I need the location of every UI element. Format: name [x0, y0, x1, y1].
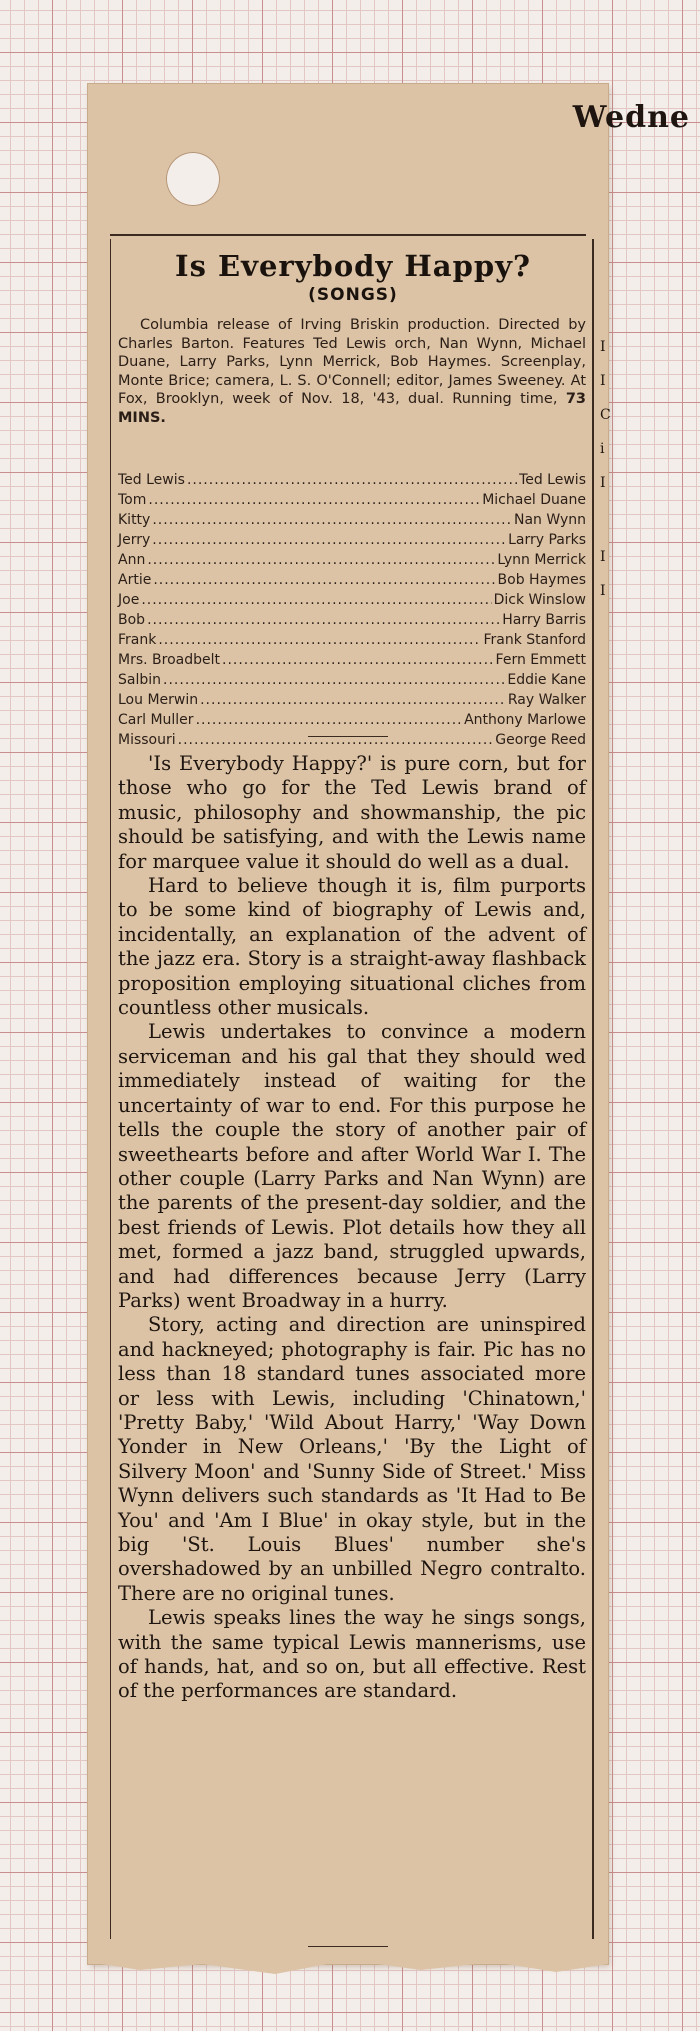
running-time: 73 MINS.: [118, 391, 586, 426]
cast-row: [118, 710, 586, 730]
column-rule-left: [110, 239, 111, 1939]
top-rule: [110, 234, 586, 236]
cast-row: [118, 550, 586, 570]
cast-actor: Anthony Marlowe: [464, 712, 586, 728]
cast-row: [118, 470, 586, 490]
leader-dots: [153, 570, 495, 590]
torn-edge: [88, 1956, 608, 1976]
end-rule: [308, 1946, 388, 1947]
leader-dots: [196, 710, 463, 730]
cast-role: Jerry: [118, 532, 151, 548]
cast-actor: Eddie Kane: [507, 672, 586, 688]
cast-actor: Michael Duane: [482, 492, 586, 508]
leader-dots: [148, 490, 480, 510]
margin-fragment: I: [600, 373, 606, 389]
review-body: [118, 752, 586, 1704]
cast-role: Frank: [118, 632, 157, 648]
cast-role: Missouri: [118, 732, 176, 748]
production-credits: [118, 316, 586, 427]
cast-role: Salbin: [118, 672, 162, 688]
cast-row: [118, 630, 586, 650]
cast-row: [118, 690, 586, 710]
section-divider: [308, 736, 388, 737]
review-paragraph: Lewis undertakes to convince a modern serviceman and his gal that they should wed immediately instead of waiting for the uncertainty of war to end. For this purpose he tells the couple the story of another pair of sweethearts before and after World War I. The other couple (Larry Parks and Nan Wynn) are the parents of the present-day soldier, and the best friends of Lewis. Plot details how they all met, formed a jazz band, struggled upwards, and had differences because Jerry (Larry Parks) went Broadway in a hurry.: [118, 1020, 586, 1312]
review-paragraph: Story, acting and direction are uninspired and hackneyed; photography is fair. Pic has no less than 18 standard tunes associated more or less with Lewis, including 'Chinatown,' 'Pretty Baby,' 'Wild About Harry,' 'Way Down Yonder in New Orleans,' 'By the Light of Silvery Moon' and 'Sunny Side of Street.' Miss Wynn delivers such standards as 'It Had to Be You' and 'Am I Blue' in okay style, but in the big 'St. Louis Blues' number she's overshadowed by an unbilled Negro contralto. There are no original tunes.: [118, 1313, 586, 1605]
leader-dots: [147, 550, 495, 570]
review-column: [88, 84, 611, 1964]
cast-actor: Ray Walker: [507, 692, 586, 708]
review-paragraph: Hard to believe though it is, film purports to be some kind of biography of Lewis and, incidentally, an explanation of the advent of the jazz era. Story is a straight-away flashback proposition employing situational cliches from countless other musicals.: [118, 874, 586, 1020]
cast-actor: George Reed: [495, 732, 586, 748]
leader-dots: [178, 730, 494, 750]
cast-actor: Nan Wynn: [513, 512, 586, 528]
margin-fragment: I: [600, 549, 606, 565]
review-title: Is Everybody Happy?: [175, 249, 531, 283]
cast-actor: Harry Barris: [502, 612, 586, 628]
cast-role: Ann: [118, 552, 146, 568]
cast-actor: Fern Emmett: [495, 652, 586, 668]
genre-label: (SONGS): [308, 285, 398, 305]
cast-actor: Dick Winslow: [493, 592, 586, 608]
review-heading: [118, 249, 588, 305]
leader-dots: [147, 610, 500, 630]
leader-dots: [163, 670, 505, 690]
leader-dots: [158, 630, 481, 650]
cast-role: Ted Lewis: [118, 472, 185, 488]
cast-role: Bob: [118, 612, 146, 628]
leader-dots: [152, 530, 506, 550]
cast-row: [118, 490, 586, 510]
leader-dots: [141, 590, 491, 610]
margin-fragment: I: [600, 339, 606, 355]
credits-text: Columbia release of Irving Briskin production. Directed by Charles Barton. Features Ted Lewis orch, Nan Wynn, Michael Duane, Larry Parks, Lynn Merrick, Bob Haymes. Screenplay, Monte Brice; camera, L. S. O'Connell; editor, James Sweeney. At Fox, Brooklyn, week of Nov. 18, '43, dual. Running time,: [118, 317, 586, 407]
cast-actor: Ted Lewis: [519, 472, 586, 488]
cast-row: [118, 530, 586, 550]
cast-role: Kitty: [118, 512, 151, 528]
cast-row: [118, 730, 586, 750]
column-rule-right: [592, 239, 594, 1939]
margin-fragment: C: [600, 407, 611, 423]
review-paragraph: 'Is Everybody Happy?' is pure corn, but for those who go for the Ted Lewis brand of music, philosophy and showmanship, the pic should be satisfying, and with the Lewis name for marquee value it should do well as a dual.: [118, 752, 586, 873]
leader-dots: [222, 650, 494, 670]
cast-row: [118, 570, 586, 590]
cast-role: Lou Merwin: [118, 692, 199, 708]
cast-row: [118, 610, 586, 630]
cast-actor: Larry Parks: [508, 532, 586, 548]
masthead-fragment: Wedne: [572, 100, 690, 135]
leader-dots: [187, 470, 517, 490]
cast-actor: Lynn Merrick: [497, 552, 586, 568]
review-paragraph: Lewis speaks lines the way he sings songs, with the same typical Lewis mannerisms, use of hands, hat, and so on, but all effective. Rest of the performances are standard.: [118, 1606, 586, 1703]
cast-role: Joe: [118, 592, 140, 608]
leader-dots: [152, 510, 512, 530]
margin-fragment: i: [600, 441, 605, 457]
cast-actor: Frank Stanford: [483, 632, 586, 648]
cast-role: Tom: [118, 492, 147, 508]
cast-row: [118, 670, 586, 690]
cast-role: Carl Muller: [118, 712, 194, 728]
cast-actor: Bob Haymes: [497, 572, 586, 588]
cast-row: [118, 650, 586, 670]
margin-fragment: I: [600, 475, 606, 491]
cast-list: [118, 470, 586, 750]
cast-role: Artie: [118, 572, 152, 588]
cast-row: [118, 590, 586, 610]
margin-fragment: I: [600, 583, 606, 599]
cast-role: Mrs. Broadbelt: [118, 652, 220, 668]
adjacent-column-fragments: [600, 254, 612, 608]
cast-row: [118, 510, 586, 530]
leader-dots: [200, 690, 506, 710]
